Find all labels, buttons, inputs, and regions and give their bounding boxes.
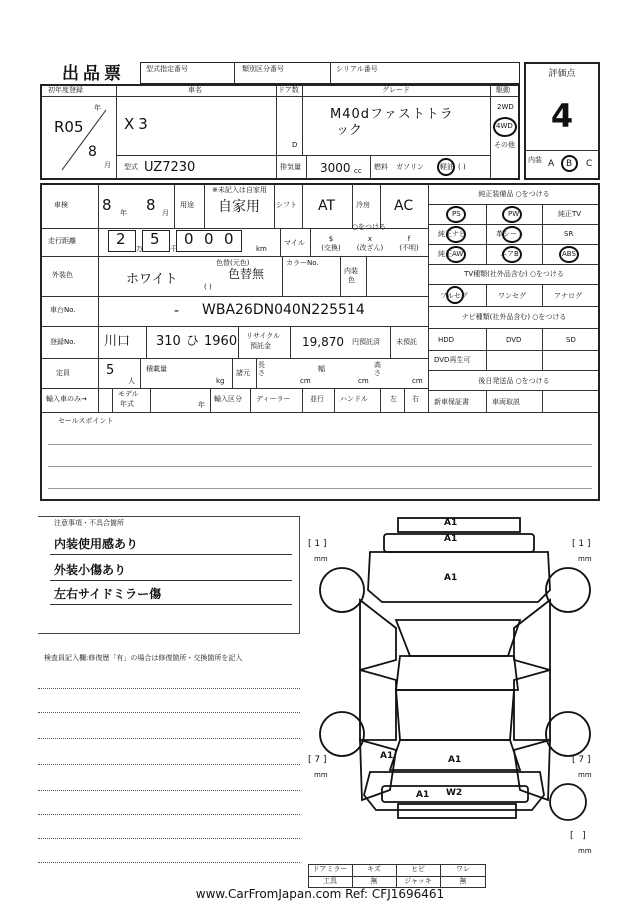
first-reg-month: 8 — [88, 144, 97, 160]
chassis-value: WBA26DN040N225514 — [202, 302, 365, 318]
tv-fullseg-circle — [446, 286, 464, 304]
tire-fr-mm: mm — [578, 555, 592, 563]
later-title: 後日発送品 ○をつける — [478, 377, 550, 385]
tire-fr: [ 1 ] — [572, 539, 591, 549]
recycle-value: 19,870 — [302, 335, 344, 349]
recycle-label1: リサイクル — [246, 332, 281, 340]
fuel-label: 燃料 — [374, 163, 388, 171]
note-line-2: 外装小傷あり — [54, 563, 127, 577]
width-cm: cm — [358, 377, 369, 385]
interior-label: 内装 — [528, 156, 542, 164]
mileage-digit-5: 0 — [224, 230, 234, 248]
drive-4wd-circle — [493, 117, 517, 137]
equip-aw-circle — [446, 246, 466, 263]
mileage-digit-2: 5 — [150, 230, 160, 248]
tv-fullseg: フルセグ — [440, 292, 468, 300]
doors-value: D — [292, 141, 298, 149]
equip-airbag-circle — [502, 246, 522, 263]
tire-rr: [ 7 ] — [572, 755, 591, 765]
interior-color-label1: 内装 — [344, 267, 358, 275]
later-manual: 車両取説 — [492, 398, 520, 406]
reg-number: 1960 — [204, 334, 238, 349]
repaint-value: 色替無 — [228, 267, 265, 281]
meter-opt3a: f — [407, 235, 411, 243]
use-value: 自家用 — [218, 199, 260, 215]
note-line-1: 内装使用感あり — [54, 537, 139, 551]
handle-label: ハンドル — [340, 395, 368, 403]
later-warranty: 新車保証書 — [434, 398, 469, 406]
interior-a: A — [548, 159, 555, 169]
model-label: 型式 — [124, 163, 138, 171]
displacement-value: 3000 — [320, 161, 351, 175]
legend-jack: ジャッキ — [404, 877, 432, 885]
import-parallel: 並行 — [310, 395, 324, 403]
equip-aw: 純正AW — [438, 250, 464, 258]
displacement-label: 排気量 — [280, 163, 301, 171]
interior-c: C — [586, 159, 593, 169]
meter-opt1a: $ — [328, 235, 334, 243]
nav-hdd: HDD — [438, 336, 455, 344]
grade-line1: M40dファストトラ — [330, 107, 454, 122]
height-label: 高さ — [374, 361, 381, 377]
spare-tire-mm: mm — [578, 847, 592, 855]
recycle-label2: 預託金 — [250, 342, 271, 350]
first-reg-year-mark: 年 — [94, 104, 101, 112]
mileage-man-mark: 万 — [136, 245, 143, 253]
handle-right: 右 — [412, 395, 419, 403]
equip-airbag: エアB — [500, 250, 519, 258]
equip-leather: 革シート — [496, 230, 524, 238]
tv-title: TV種類(社外品含む) ○をつける — [464, 270, 564, 278]
use-note: ※未記入は自家用 — [212, 186, 267, 194]
first-reg-month-mark: 月 — [104, 161, 111, 169]
inspector-label: 検査員記入欄:修復歴「有」の場合は修復箇所・交換箇所を記入 — [44, 654, 243, 662]
equip-sr: SR — [564, 230, 574, 238]
chassis-label: 車台No. — [50, 306, 76, 314]
inspection-month: 8 — [146, 196, 156, 214]
notes-label: 注意事項・不具合箇所 — [54, 519, 124, 527]
import-type-label: 輸入区分 — [214, 395, 242, 403]
equip-abs: ABS — [562, 250, 576, 258]
drive-other: その他 — [494, 141, 515, 149]
fuel-value: ガソリン — [396, 163, 424, 171]
interior-color-label2: 色 — [348, 276, 355, 284]
import-dealer: ディーラー — [256, 395, 291, 403]
damage-rear-door: A1 — [448, 755, 462, 765]
repaint-label: 色替(元色) — [216, 259, 250, 267]
damage-front-bumper: A1 — [444, 518, 458, 528]
inspection-label: 車検 — [54, 201, 68, 209]
legend-mirror: ドアミラー — [312, 865, 348, 873]
grade-line2: ック — [336, 123, 363, 138]
damage-hood: A1 — [444, 573, 458, 583]
inspection-month-mark: 月 — [162, 209, 169, 217]
category-label: 類別区分番号 — [242, 65, 284, 73]
mileage-mile: マイル — [284, 239, 305, 247]
tire-fl-mm: mm — [314, 555, 328, 563]
handle-left: 左 — [390, 395, 397, 403]
ac-label: 冷房 — [356, 201, 370, 209]
nav-dvd: DVD — [506, 336, 522, 344]
meter-opt1b: (交換) — [321, 244, 341, 252]
reg-label: 登録No. — [50, 338, 76, 346]
capacity-label: 定員 — [56, 369, 70, 377]
width-label: 幅 — [318, 365, 325, 373]
ac-value: AC — [394, 198, 414, 214]
drive-2wd: 2WD — [497, 103, 514, 111]
tv-oneseg: ワンセグ — [498, 292, 526, 300]
reg-class: 310 — [156, 334, 181, 349]
equip-pw-circle — [502, 206, 522, 223]
legend-tools: 工具 — [323, 877, 337, 885]
first-reg-label: 初年度登録 — [48, 86, 83, 94]
inspection-year-mark: 年 — [120, 209, 127, 217]
recycle-status2: 未預託 — [396, 338, 417, 346]
meter-opt2b: (改ざん) — [356, 244, 384, 252]
mileage-digit-3: 0 — [184, 230, 194, 248]
equip-leather-circle — [502, 226, 522, 243]
color-value: ホワイト — [126, 272, 178, 287]
recycle-status1: 円預託済 — [352, 338, 380, 346]
legend-scratch: キズ — [367, 865, 381, 873]
reg-area: 川口 — [104, 334, 131, 349]
fuel-paren: ( ) — [458, 163, 466, 171]
model-value: UZ7230 — [144, 160, 196, 175]
colorno-label: カラーNo. — [286, 259, 319, 267]
tire-rl-mm: mm — [314, 771, 328, 779]
form-title: 出品票 — [62, 64, 125, 84]
meter-opt3b: (不明) — [399, 244, 419, 252]
dvd-playback: DVD再生可 — [434, 356, 471, 364]
legend-break: ワレ — [456, 865, 470, 873]
grade-label: グレード — [382, 86, 410, 94]
color-label: 外装色 — [52, 271, 73, 279]
note-line-3: 左右サイドミラー傷 — [54, 587, 162, 601]
drive-label: 駆動 — [496, 86, 510, 94]
meter-circle-note: ○をつける — [351, 223, 387, 231]
equip-navi: 純正ナビ — [438, 230, 466, 238]
model-cert-label: 型式指定番号 — [146, 65, 188, 73]
load-unit: kg — [216, 377, 225, 385]
interior-b: B — [566, 159, 573, 169]
legend-tools-value: 無 — [370, 877, 378, 885]
equip-navi-circle — [446, 226, 466, 243]
capacity-unit: 人 — [128, 377, 135, 385]
nav-title: ナビ種類(社外品含む) ○をつける — [461, 313, 567, 321]
use-label: 用途 — [180, 201, 194, 209]
tire-fl: [ 1 ] — [308, 539, 327, 549]
dims-label: 諸元 — [236, 369, 250, 377]
chassis-dash: - — [174, 303, 180, 319]
meter-opt2a: x — [367, 235, 373, 243]
doors-label: ドア数 — [278, 86, 299, 94]
height-cm: cm — [412, 377, 423, 385]
equipment-title: 純正装備品 ○をつける — [478, 190, 550, 198]
inspection-year: 8 — [102, 196, 112, 214]
capacity-value: 5 — [106, 363, 115, 378]
mileage-km: km — [256, 245, 267, 253]
load-label: 積載量 — [146, 365, 167, 373]
model-year-mark: 年 — [198, 401, 205, 409]
legend-crack: ヒビ — [411, 865, 425, 873]
import-label: 輸入車のみ→ — [46, 395, 87, 403]
car-name-value: X3 — [124, 115, 152, 133]
damage-rear-bumper: A1 — [416, 790, 430, 800]
equip-tv: 純正TV — [558, 210, 582, 218]
serial-label: シリアル番号 — [336, 65, 378, 73]
tire-rl: [ 7 ] — [308, 755, 327, 765]
sales-point-label: セールスポイント — [58, 417, 114, 425]
equip-ps: PS — [452, 210, 461, 218]
drive-4wd: 4WD — [496, 122, 513, 130]
model-year-label1: モデル — [118, 390, 139, 398]
legend-jack-value: 無 — [459, 877, 467, 885]
damage-front-grille: A1 — [444, 534, 458, 544]
car-damage-diagram — [300, 510, 610, 890]
tv-analog: アナログ — [554, 292, 582, 300]
shift-value: AT — [318, 198, 336, 214]
damage-rear-left: A1 — [380, 751, 394, 761]
displacement-unit: cc — [354, 167, 362, 175]
damage-rear-glass: W2 — [446, 788, 463, 798]
mileage-sen-mark: 千 — [170, 245, 177, 253]
reg-kana: ひ — [186, 334, 200, 349]
nav-sd: SD — [566, 336, 576, 344]
fuel-light: 軽油 — [440, 163, 454, 171]
fuel-circle — [437, 158, 455, 176]
model-year-label2: 年式 — [120, 400, 134, 408]
equip-ps-circle — [446, 206, 466, 223]
shift-label: シフト — [276, 201, 297, 209]
mileage-label: 走行距離 — [48, 237, 76, 245]
interior-b-circle — [561, 155, 578, 172]
equip-abs-circle — [559, 246, 579, 263]
mileage-digit-4: 0 — [204, 230, 214, 248]
repaint-paren: ( ) — [204, 283, 212, 291]
first-reg-era: R05 — [54, 118, 84, 136]
spare-tire: [ ] — [570, 831, 586, 841]
footer-watermark: www.CarFromJapan.com Ref: CFJ1696461 — [0, 888, 640, 900]
equip-pw: PW — [508, 210, 520, 218]
car-name-label: 車名 — [188, 86, 202, 94]
mileage-digit-1: 2 — [116, 230, 126, 248]
tire-rr-mm: mm — [578, 771, 592, 779]
length-cm: cm — [300, 377, 311, 385]
score-label: 評価点 — [548, 69, 576, 79]
length-label: 長さ — [258, 361, 265, 377]
score-value: 4 — [550, 97, 574, 135]
